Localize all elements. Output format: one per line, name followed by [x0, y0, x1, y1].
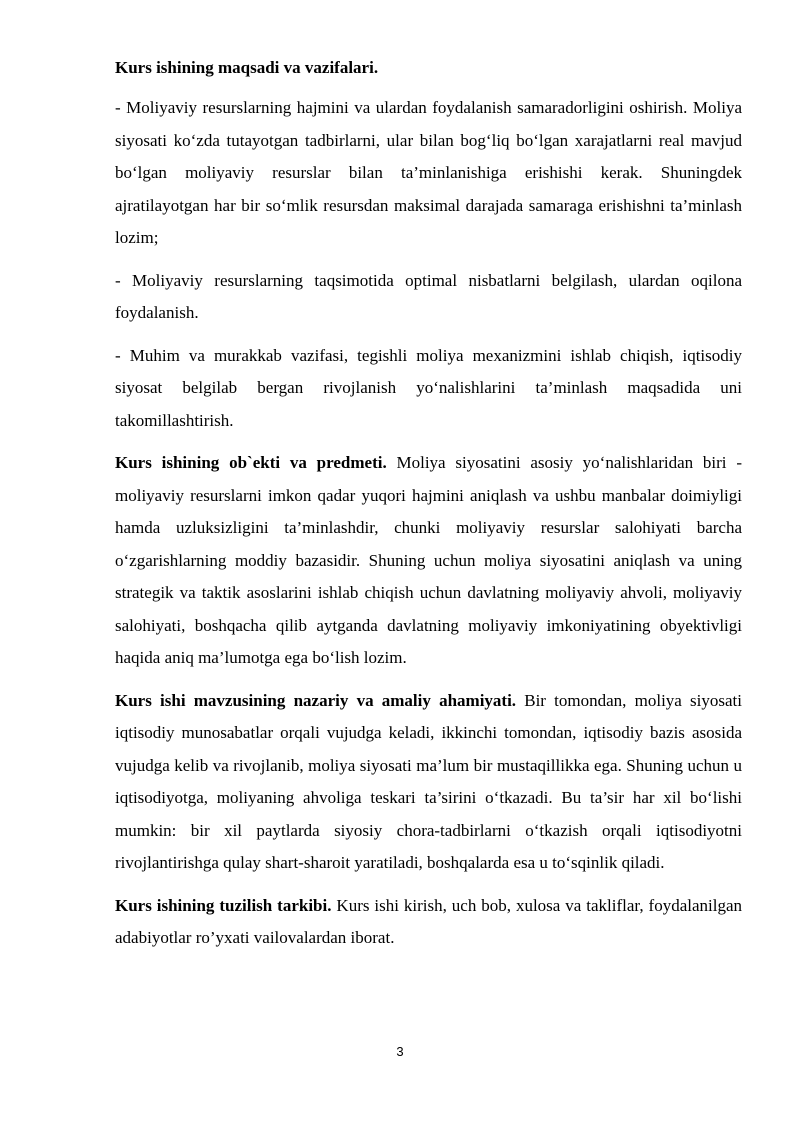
object-paragraph — [115, 447, 742, 675]
structure-text: Kurs ishi kirish, uch bob, xulosa va takliflar, foydalanilgan adabiyotlar ro’yxati vailovalardan iborat. — [115, 895, 743, 947]
section-title-goals: Kurs ishining maqsadi va vazifalari. — [115, 58, 379, 77]
document-page — [115, 54, 742, 965]
goal-paragraph-3: - Muhim va murakkab vazifasi, tegishli moliya mexanizmini ishlab chiqish, iqtisodiy siyosat belgilab bergan rivojlanish yo‘nalishlarini ta’minlash maqsadida uni takomillashtirish. — [115, 345, 742, 430]
significance-paragraph — [115, 685, 742, 880]
page-number: 3 — [396, 1044, 404, 1059]
structure-paragraph — [115, 890, 742, 955]
object-text: Moliya siyosatini asosiy yo‘nalishlaridan biri - moliyaviy resurslarni imkon qadar yuqori hajmini aniqlash va ushbu manbalar doimiyligi hamda uzluksizligini ta’minlashdir, chunki moliyaviy resurslar salohiyati barcha o‘zgarishlarning moddiy bazasidir. Shuning uchun moliya siyosatini aniqlash va uning strategik va taktik asoslarini ishlab chiqish uchun davlatning moliyaviy ahvoli, moliyaviy salohiyati, boshqacha qilib aytganda davlatning moliyaviy imkoniyatining obyektivligi haqida aniq ma’lumotga ega bo‘lish lozim. — [115, 453, 742, 667]
goal-paragraph-1: - Moliyaviy resurslarning hajmini va ulardan foydalanish samaradorligini oshirish. Moliya siyosati ko‘zda tutayotgan tadbirlarni, ular bilan bog‘liq bo‘lgan xarajatlarni real mavjud bo‘lgan moliyaviy resurslar bilan ta’minlanishiga erishishi kerak. Shuningdek ajratilayotgan har bir so‘mlik resursdan maksimal darajada samaraga erishishni ta’minlash lozim; — [115, 98, 742, 247]
significance-label: Kurs ishi mavzusining nazariy va amaliy ahamiyati. — [115, 690, 517, 710]
significance-text: Bir tomondan, moliya siyosati iqtisodiy munosabatlar orqali vujudga keladi, ikkinchi tomondan, iqtisodiy bazis asosida vujudga kelib va rivojlanib, moliya siyosati ma’lum bir mustaqillikka ega. Shuning uchun u iqtisodiyotga, moliyaning ahvoliga teskari ta’sirini o‘tkazadi. Bu ta’sir har xil bo‘lishi mumkin: bir xil paytlarda siyosiy chora-tadbirlarni o‘tkazish orqali iqtisodiyotni rivojlantirishga qulay shart-sharoit yaratiladi, boshqalarda esa u to‘sqinlik qiladi. — [115, 690, 742, 872]
object-label: Kurs ishining ob`ekti va predmeti. — [115, 453, 387, 472]
structure-label: Kurs ishining tuzilish tarkibi. — [115, 895, 332, 915]
goal-paragraph-2: - Moliyaviy resurslarning taqsimotida optimal nisbatlarni belgilash, ulardan oqilona foydalanish. — [115, 270, 742, 322]
